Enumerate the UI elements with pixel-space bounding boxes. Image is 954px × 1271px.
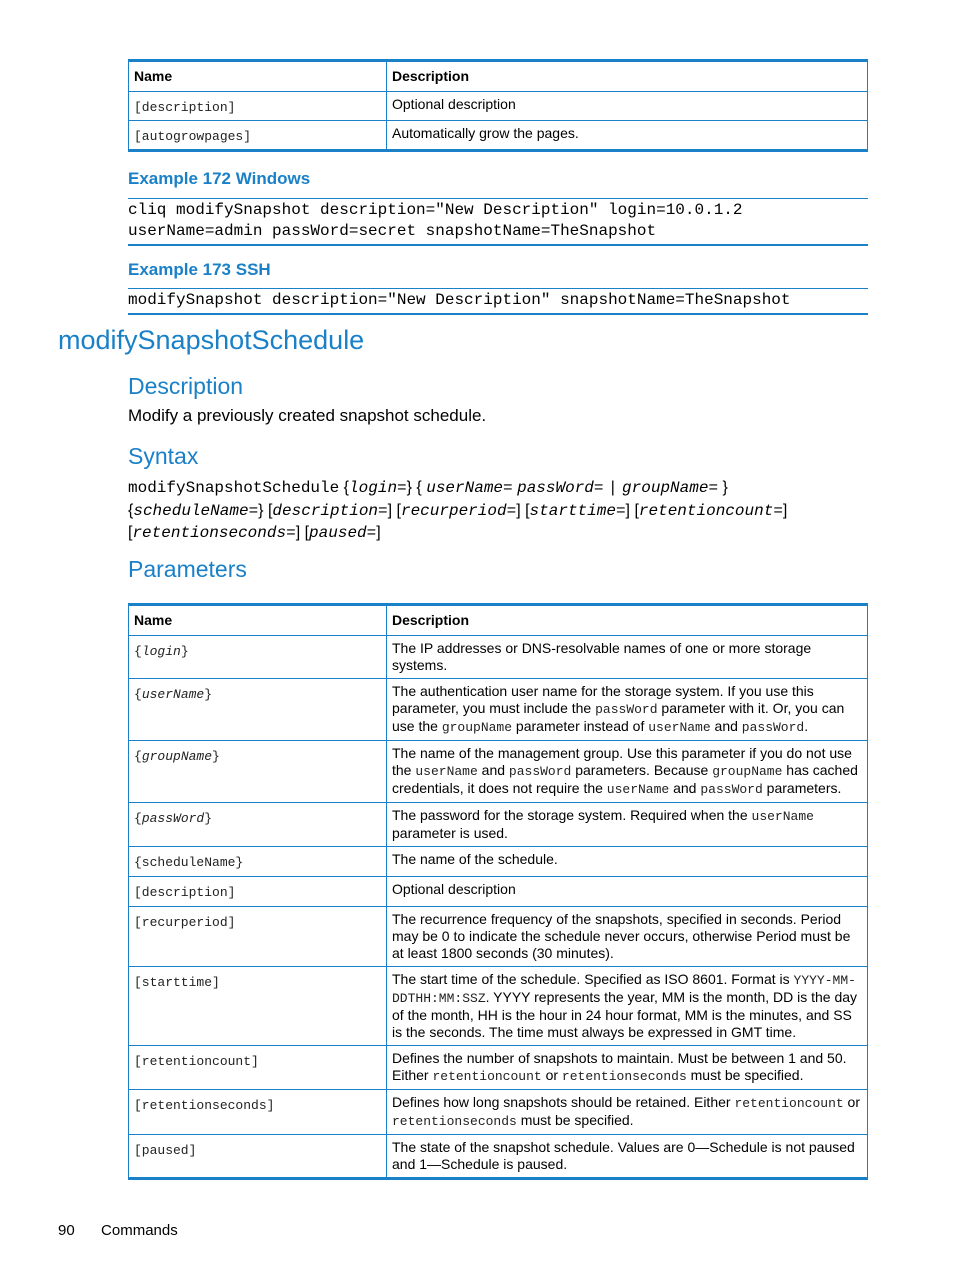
table-row xyxy=(129,967,868,1046)
param-name: [recurperiod] xyxy=(129,907,387,967)
syntax-retentionseconds: retentionseconds= xyxy=(132,524,296,542)
param-description: The name of the management group. Use this parameter if you do not use the userName and passWord parameters. Because groupName has cached credentials, it does not require the userName and passWord parameters. xyxy=(387,741,868,803)
param-name: [starttime] xyxy=(129,967,387,1046)
table-row xyxy=(129,92,868,121)
param-name: [retentionseconds] xyxy=(129,1090,387,1135)
syntax-username: userName= xyxy=(426,479,513,497)
param-description: Automatically grow the pages. xyxy=(387,121,868,151)
page-number: 90 xyxy=(58,1222,75,1239)
table-row xyxy=(129,679,868,741)
page-footer xyxy=(58,1222,178,1239)
description-text: Modify a previously created snapshot schedule. xyxy=(128,406,487,425)
section-title: modifySnapshotSchedule xyxy=(58,325,365,355)
syntax-paused: paused= xyxy=(309,524,377,542)
table-row xyxy=(129,847,868,877)
table-row xyxy=(129,1046,868,1090)
param-description: The state of the snapshot schedule. Values are 0—Schedule is not paused and 1—Schedule is paused. xyxy=(387,1135,868,1179)
example-173-title: Example 173 SSH xyxy=(128,260,271,279)
param-name: [description] xyxy=(129,877,387,907)
syntax-login: login= xyxy=(349,479,407,497)
param-description: The recurrence frequency of the snapshots, specified in seconds. Period may be 0 to indicate the schedule never occurs, otherwise Period must be at least 1800 seconds (30 minutes). xyxy=(387,907,868,967)
param-name: {login} xyxy=(129,636,387,679)
param-description: The IP addresses or DNS-resolvable names of one or more storage systems. xyxy=(387,636,868,679)
parameters-heading: Parameters xyxy=(128,556,247,582)
param-name: {passWord} xyxy=(129,803,387,847)
param-name: [autogrowpages] xyxy=(129,121,387,151)
syntax-schedulename: scheduleName= xyxy=(133,501,259,520)
param-name: {scheduleName} xyxy=(129,847,387,877)
param-name: {groupName} xyxy=(129,741,387,803)
footer-section: Commands xyxy=(101,1222,178,1239)
column-header-description: Description xyxy=(387,61,868,92)
syntax-recurperiod: recurperiod= xyxy=(400,501,517,520)
syntax-command: modifySnapshotSchedule xyxy=(128,479,340,497)
param-description: The name of the schedule. xyxy=(387,847,868,877)
table-row xyxy=(129,907,868,967)
example-172-title: Example 172 Windows xyxy=(128,169,311,188)
syntax-password: passWord= xyxy=(517,479,604,497)
param-name: [description] xyxy=(129,92,387,121)
syntax-description: description= xyxy=(272,501,388,520)
param-description: The authentication user name for the storage system. If you use this parameter, you must include the passWord parameter with it. Or, you can use the groupName parameter instead of userName and passWord. xyxy=(387,679,868,741)
parameters-table xyxy=(128,603,868,1180)
table-row xyxy=(129,121,868,151)
param-description: Defines the number of snapshots to maintain. Must be between 1 and 50. Either retentioncount or retentionseconds must be specified. xyxy=(387,1046,868,1090)
table-row xyxy=(129,877,868,907)
example-172-code: cliq modifySnapshot description="New Description" login=10.0.1.2 userName=admin passWord=secret snapshotName=TheSnapshot xyxy=(128,198,868,246)
table-row xyxy=(129,1135,868,1179)
param-description: Optional description xyxy=(387,92,868,121)
top-parameters-table xyxy=(128,59,868,152)
column-header-description: Description xyxy=(387,605,868,636)
syntax-starttime: starttime= xyxy=(529,501,626,520)
table-row xyxy=(129,803,868,847)
param-name: [retentioncount] xyxy=(129,1046,387,1090)
description-heading: Description xyxy=(128,373,244,399)
param-description: The password for the storage system. Required when the userName parameter is used. xyxy=(387,803,868,847)
param-name: {userName} xyxy=(129,679,387,741)
table-row xyxy=(129,636,868,679)
param-description: Optional description xyxy=(387,877,868,907)
param-description: Defines how long snapshots should be retained. Either retentioncount or retentionseconds must be specified. xyxy=(387,1090,868,1135)
column-header-name: Name xyxy=(129,605,387,636)
param-name: [paused] xyxy=(129,1135,387,1179)
syntax-block: modifySnapshotSchedule {login=} { userName= passWord= | groupName= } {scheduleName=} [description=] [recurperiod=] [starttime=] [retentioncount=] [retentionseconds=] [paused=] xyxy=(128,479,788,542)
example-173-code: modifySnapshot description="New Description" snapshotName=TheSnapshot xyxy=(128,288,868,315)
table-row xyxy=(129,1090,868,1135)
syntax-retentioncount: retentioncount= xyxy=(638,501,783,520)
param-description: The start time of the schedule. Specified as ISO 8601. Format is YYYY-MM-DDTHH:MM:SSZ. YYYY represents the year, MM is the month, DD is the day of the month, HH is the hour in 24 hour format, MM is the minutes, and SS is the seconds. The time must always be expressed in GMT time. xyxy=(387,967,868,1046)
syntax-groupname: groupName= xyxy=(622,479,719,497)
syntax-heading: Syntax xyxy=(128,443,199,469)
table-row xyxy=(129,741,868,803)
column-header-name: Name xyxy=(129,61,387,92)
